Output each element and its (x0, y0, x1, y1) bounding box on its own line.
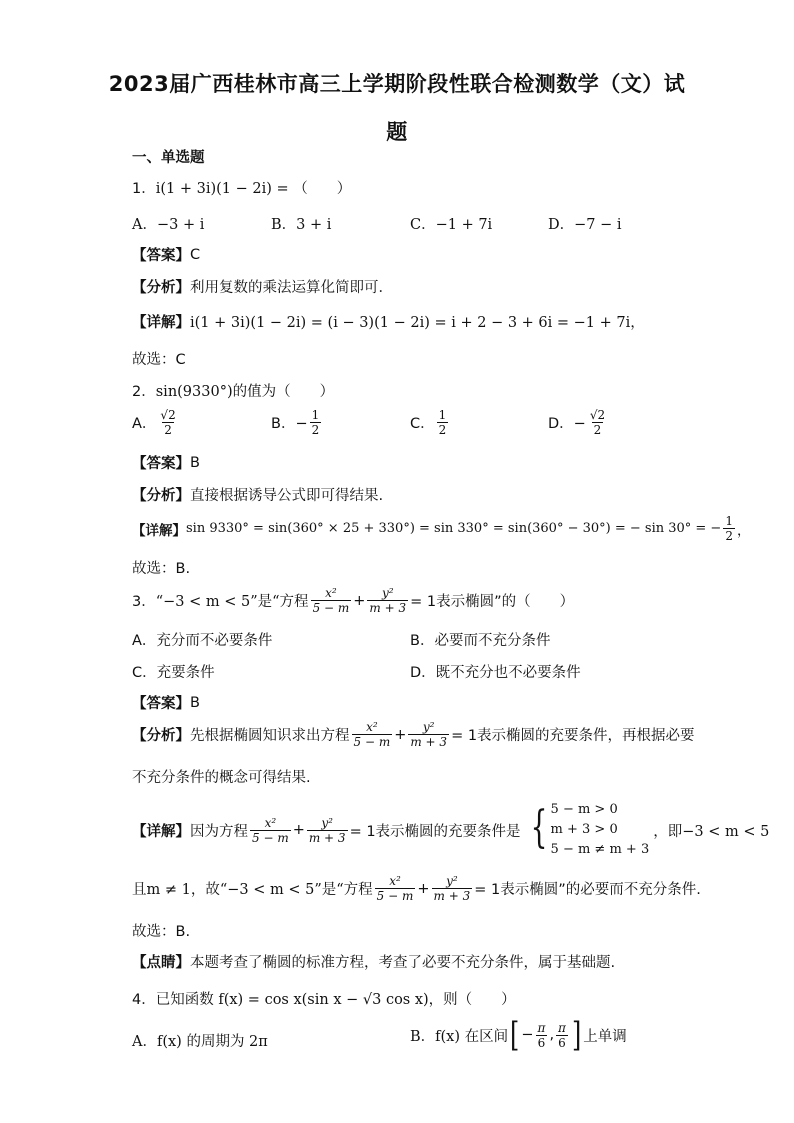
q2-stem (132, 380, 334, 401)
q3-detail-line2: 且m ≠ 1，故“−3 < m < 5”是“方程 $\frac{\text{x²}}{5 - m}$ + $\frac{\text{y²}}{m + 3}$ = 1表示椭圆”的必要而不充分条件. (132, 874, 701, 903)
q3-analysis: 【分析】 先根据椭圆知识求出方程 $\frac{\text{x²}}{5 - m}$ + $\frac{\text{y²}}{m + 3}$ = 1表示椭圆的充要条件，再根据必要 (132, 720, 695, 749)
answer-label: 【答案】 (132, 456, 190, 472)
q4-stem (132, 988, 516, 1009)
fraction: $\frac{√2}{2}$ (160, 408, 176, 437)
detail-label: 【详解】 (132, 823, 190, 840)
fraction: $\frac{√2}{2}$ (589, 408, 606, 437)
q1-option-d: D．−7 − i (548, 217, 622, 233)
left-bracket-icon: [ (510, 1015, 520, 1055)
fraction: $\frac{\text{y²}}{m + 3}$ (410, 720, 448, 749)
q3-stem: 3． “−3 < m < 5”是“方程 $\frac{\text{x²}}{5 - m}$ + $\frac{\text{y²}}{m + 3}$ = 1表示椭圆”的（ ） (132, 586, 575, 615)
answer-value: C (190, 246, 201, 263)
q3-comment (132, 951, 615, 972)
q1-option-b: B．3 + i (271, 217, 332, 233)
fraction: $\frac{\pi}{6}$ (537, 1020, 546, 1050)
q1-analysis (132, 276, 393, 297)
system-row: 5 − m > 0 (550, 802, 618, 817)
fraction: $\frac{\text{y²}}{m + 3}$ (308, 815, 346, 845)
q2-option-d: D．− $\frac{√2}{2}$ (548, 408, 606, 437)
q3-answer (132, 692, 200, 713)
q2-option-b: B．− $\frac{1}{2}$ (271, 408, 320, 437)
q2-analysis (132, 484, 383, 505)
q3-option-b: B．必要而不充分条件 (410, 633, 551, 649)
q2-option-a: A． $\frac{√2}{2}$ (132, 408, 176, 437)
analysis-label: 【分析】 (132, 728, 190, 744)
page-title: 2023届广西桂林市高三上学期阶段性联合检测数学（文）试 (108, 72, 686, 96)
answer-value: B (190, 454, 200, 471)
answer-label: 【答案】 (132, 248, 190, 264)
fraction: $\frac{\pi}{6}$ (558, 1020, 566, 1050)
detail-text: sin 9330° = sin(360° × 25 + 330°) = sin 330° = sin(360° − 30°) = − sin 30° = − (186, 521, 722, 536)
q3-choose: 故选：B. (132, 924, 191, 940)
q1-option-c: C．−1 + 7i (410, 217, 493, 233)
section-heading: 一、单选题 (132, 150, 205, 166)
detail-label: 【详解】 (132, 522, 186, 539)
q2-detail: 【详解】 sin 9330° = sin(360° × 25 + 330°) = sin 330° = sin(360° − 30°) = − sin 30° = − $\frac{1}{2}$ ， (132, 514, 751, 543)
right-bracket-icon: ] (571, 1015, 582, 1055)
fraction: $\frac{1}{2}$ (725, 514, 733, 543)
system-row: m + 3 > 0 (550, 822, 618, 837)
system-row: 5 − m ≠ m + 3 (550, 842, 650, 857)
analysis-label: 【分析】 (132, 488, 190, 504)
fraction: $\frac{\text{x²}}{5 - m}$ (252, 815, 289, 845)
q3-number: 3． (132, 594, 156, 610)
q1-number: 1． (132, 181, 156, 197)
q2-choose: 故选：B. (132, 561, 191, 577)
q3-detail: 【详解】 因为方程 $\frac{\text{x²}}{5 - m}$ + $\frac{\text{y²}}{m + 3}$ = 1表示椭圆的充要条件是 { 5 − m > 0 m + 3 > 0 5 − m ≠ m + 3 ，即−3 < m < 5 (132, 800, 769, 860)
q1-stem (132, 177, 351, 198)
q1-option-a: A．−3 + i (132, 217, 205, 233)
answer-value: B (190, 694, 200, 711)
q3-option-d: D．既不充分也不必要条件 (410, 665, 581, 681)
q3-condition: “−3 < m < 5”是“方程 (155, 594, 309, 610)
comment-label: 【点睛】 (132, 955, 190, 971)
q4-option-b: B．f(x) 在区间 [ − $\frac{\pi}{6}$ , $\frac{\pi}{6}$ ] 上单调 (410, 1015, 627, 1055)
answer-label: 【答案】 (132, 696, 190, 712)
q2-answer (132, 452, 200, 473)
analysis-label: 【分析】 (132, 280, 190, 296)
q1-answer (132, 244, 200, 265)
analysis-text: 直接根据诱导公式即可得结果. (190, 488, 384, 504)
q4-expression: 已知函数 f(x) = cos x(sin x − √3 cos x)，则（ ） (155, 992, 516, 1008)
fraction: $\frac{\text{x²}}{5 - m}$ (376, 874, 414, 903)
q1-detail (132, 311, 645, 332)
q2-expression: sin(9330°)的值为（ ） (155, 384, 335, 400)
q4-option-a: A．f(x) 的周期为 2π (132, 1034, 268, 1050)
detail-text: i(1 + 3i)(1 − 2i) = (i − 3)(1 − 2i) = i + 2 − 3 + 6i = −1 + 7i， (190, 315, 645, 331)
brace-icon: { (530, 802, 547, 853)
q2-option-c: C． $\frac{1}{2}$ (410, 408, 447, 437)
inequality-system (525, 800, 650, 860)
fraction: $\frac{\text{x²}}{5 - m}$ (312, 586, 350, 615)
q3-option-a: A．充分而不必要条件 (132, 633, 273, 649)
fraction: $\frac{1}{2}$ (311, 408, 320, 437)
fraction: $\frac{1}{2}$ (438, 408, 447, 437)
comment-text: 本题考查了椭圆的标准方程，考查了必要不充分条件，属于基础题. (190, 955, 616, 971)
q2-number: 2． (132, 384, 156, 400)
q4-number: 4． (132, 992, 156, 1008)
q3-analysis-line2: 不充分条件的概念可得结果. (132, 770, 311, 786)
fraction: $\frac{\text{y²}}{m + 3}$ (433, 874, 471, 903)
page-title-continued: 题 (386, 120, 408, 144)
q3-option-c: C．充要条件 (132, 665, 215, 681)
q1-expression: i(1 + 3i)(1 − 2i) = （ ） (155, 181, 352, 197)
fraction: $\frac{\text{x²}}{5 - m}$ (353, 720, 391, 749)
analysis-text: 利用复数的乘法运算化简即可． (190, 280, 393, 296)
detail-label: 【详解】 (132, 315, 190, 331)
q1-choose: 故选：C (132, 352, 186, 368)
fraction: $\frac{\text{y²}}{m + 3}$ (369, 586, 407, 615)
